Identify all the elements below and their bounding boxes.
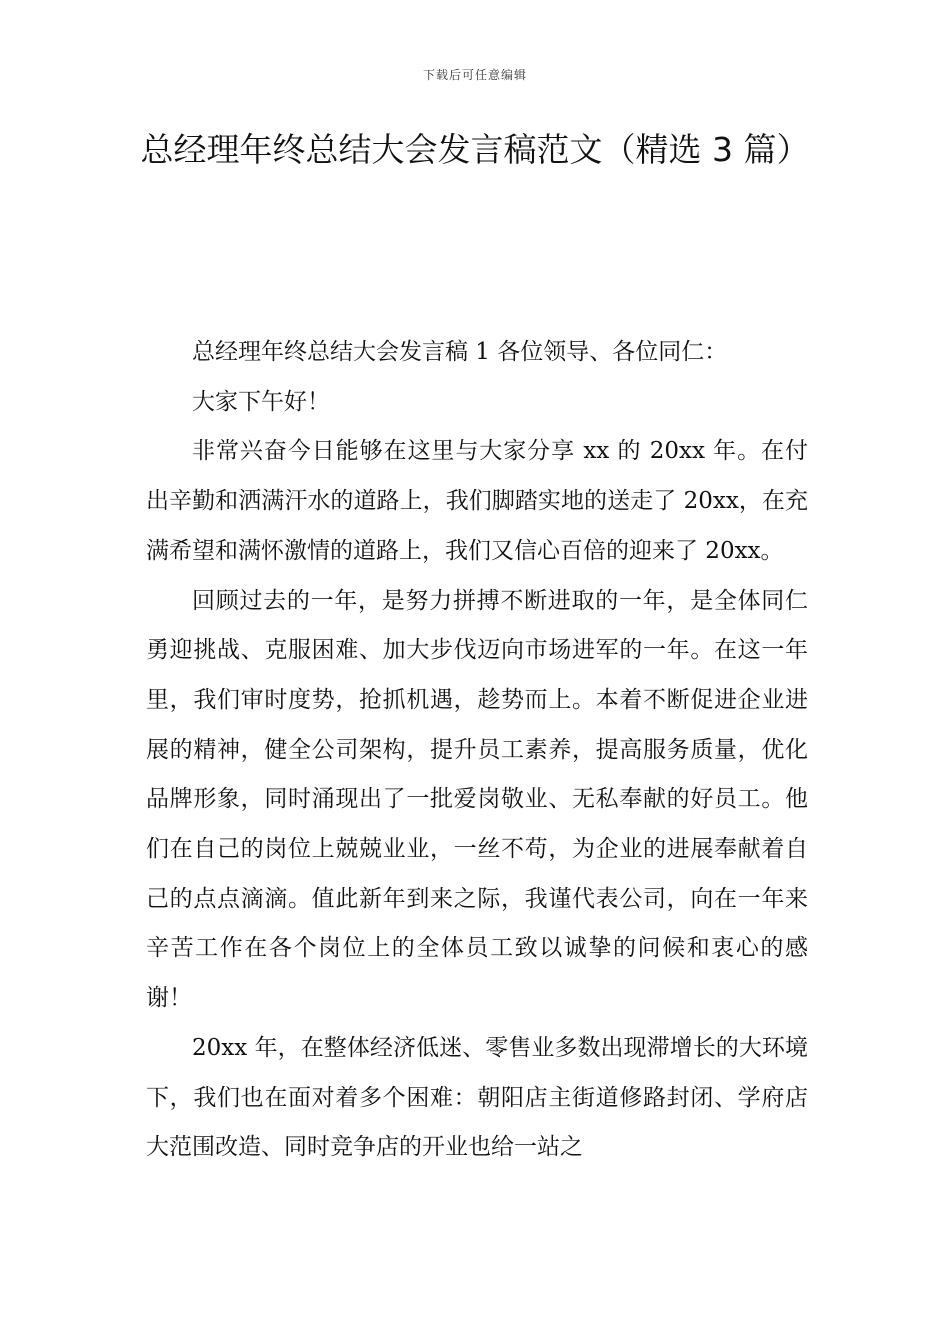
document-body	[146, 328, 808, 1173]
header-note: 下载后可任意编辑	[422, 68, 527, 82]
document-title: 总经理年终总结大会发言稿范文（精选 3 篇）	[140, 130, 810, 169]
paragraph-intro: 非常兴奋今日能够在这里与大家分享 xx 的 20xx 年。在付出辛勤和洒满汗水的道路上，我们脚踏实地的送走了 20xx，在充满希望和满怀激情的道路上，我们又信心百倍的迎来了 20xx。	[146, 438, 808, 564]
paragraph-greeting: 总经理年终总结大会发言稿 1 各位领导、各位同仁：	[192, 339, 728, 365]
paragraph-review: 回顾过去的一年，是努力拼搏不断进取的一年，是全体同仁勇迎挑战、克服困难、加大步伐迈向市场进军的一年。在这一年里，我们审时度势，抢抓机遇，趁势而上。本着不断促进企业进展的精神，健全公司架构，提升员工素养，提高服务质量，优化品牌形象，同时涌现出了一批爱岗敬业、无私奉献的好员工。他们在自己的岗位上兢兢业业，一丝不苟，为企业的进展奉献着自己的点点滴滴。值此新年到来之际，我谨代表公司，向在一年来辛苦工作在各个岗位上的全体员工致以诚挚的问候和衷心的感谢！	[146, 587, 808, 1012]
paragraph-salutation: 大家下午好！	[192, 388, 330, 415]
paragraph-challenges: 20xx 年，在整体经济低迷、零售业多数出现滞增长的大环境下，我们也在面对着多个困难：朝阳店主街道修路封闭、学府店大范围改造、同时竞争店的开业也给一站之	[146, 1034, 808, 1161]
